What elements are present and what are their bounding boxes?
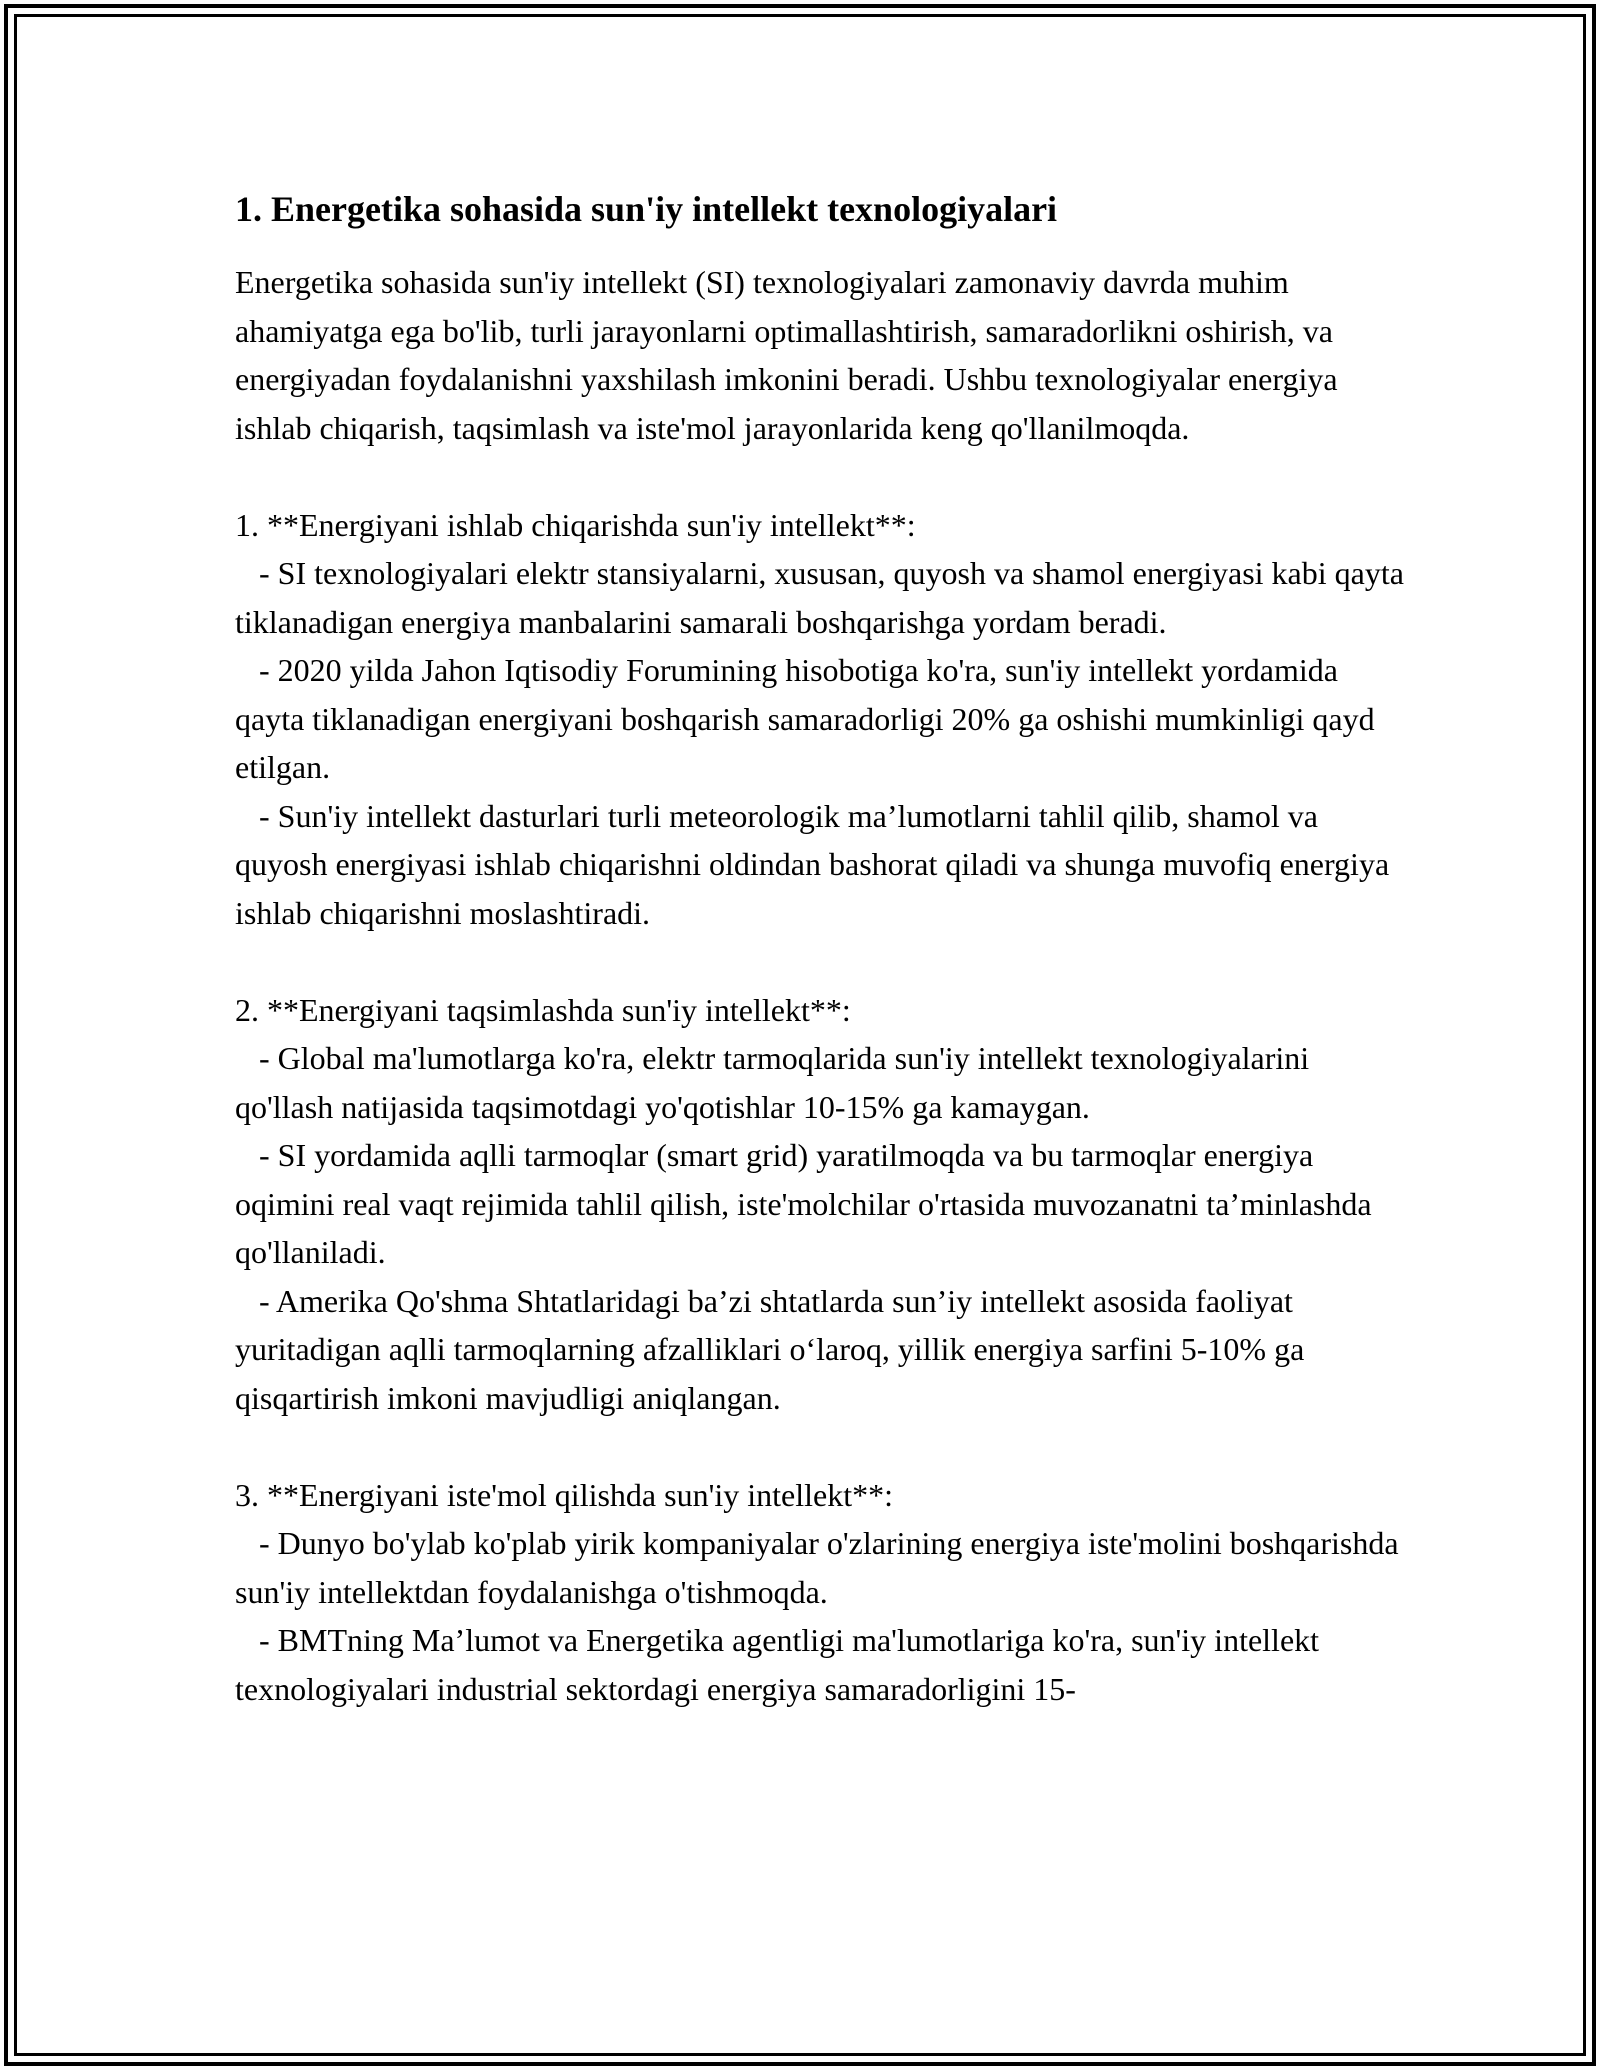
- list-item: - Global ma'lumotlarga ko'ra, elektr tarmoqlarida sun'iy intellekt texnologiyalarini qo'llash natijasida taqsimotdagi yo'qotishlar 10-15% ga kamaygan.: [235, 1040, 1318, 1125]
- section-3: [235, 1471, 1415, 1714]
- paragraph-spacer: [235, 1422, 1415, 1471]
- list-item: - Amerika Qo'shma Shtatlaridagi ba’zi shtatlarda sun’iy intellekt asosida faoliyat yuritadigan aqlli tarmoqlarning afzalliklari o‘laroq, yillik energiya sarfini 5-10% ga qisqartirish imkoni mavjudligi aniqlangan.: [235, 1282, 1313, 1416]
- list-item: - SI yordamida aqlli tarmoqlar (smart grid) yaratilmoqda va bu tarmoqlar energiya oqimini real vaqt rejimida tahlil qilish, iste'molchilar o'rtasida muvozanatni ta’minlashda qo'llaniladi.: [235, 1137, 1380, 1270]
- document-title: 1. Energetika sohasida sun'iy intellekt texnologiyalari: [235, 189, 1058, 229]
- section-2: [235, 986, 1415, 1423]
- section-heading: 2. **Energiyani taqsimlashda sun'iy intellekt**:: [235, 991, 851, 1028]
- section-1: [235, 501, 1415, 938]
- section-heading: 3. **Energiyani iste'mol qilishda sun'iy intellekt**:: [235, 1476, 893, 1513]
- paragraph-spacer: [235, 452, 1415, 501]
- list-item: - BMTning Ma’lumot va Energetika agentligi ma'lumotlariga ko'ra, sun'iy intellekt texnologiyalari industrial sektordagi energiya samaradorligini 15-: [235, 1622, 1328, 1707]
- list-item: - Sun'iy intellekt dasturlari turli meteorologik ma’lumotlarni tahlil qilib, shamol va quyosh energiyasi ishlab chiqarishni oldindan bashorat qiladi va shunga muvofiq energiya ishlab chiqarishni moslashtiradi.: [235, 797, 1398, 931]
- document-body: [235, 186, 1415, 1713]
- list-item: - Dunyo bo'ylab ko'plab yirik kompaniyalar o'zlarining energiya iste'molini boshqarishda sun'iy intellektdan foydalanishga o'tishmoqda.: [235, 1525, 1407, 1610]
- paragraph-spacer: [235, 937, 1415, 986]
- list-item: - SI texnologiyalari elektr stansiyalarni, xususan, quyosh va shamol energiyasi kabi qayta tiklanadigan energiya manbalarini samarali boshqarishga yordam beradi.: [235, 555, 1412, 640]
- intro-paragraph: Energetika sohasida sun'iy intellekt (SI) texnologiyalari zamonaviy davrda muhim ahamiyatga ega bo'lib, turli jarayonlarni optimallashtirish, samaradorlikni oshirish, va energiyadan foydalanishni yaxshilash imkonini beradi. Ushbu texnologiyalar energiya ishlab chiqarish, taqsimlash va iste'mol jarayonlarida keng qo'llanilmoqda.: [235, 264, 1346, 446]
- section-heading: 1. **Energiyani ishlab chiqarishda sun'iy intellekt**:: [235, 506, 916, 543]
- list-item: - 2020 yilda Jahon Iqtisodiy Forumining hisobotiga ko'ra, sun'iy intellekt yordamida qayta tiklanadigan energiyani boshqarish samaradorligi 20% ga oshishi mumkinligi qayd etilgan.: [235, 652, 1383, 785]
